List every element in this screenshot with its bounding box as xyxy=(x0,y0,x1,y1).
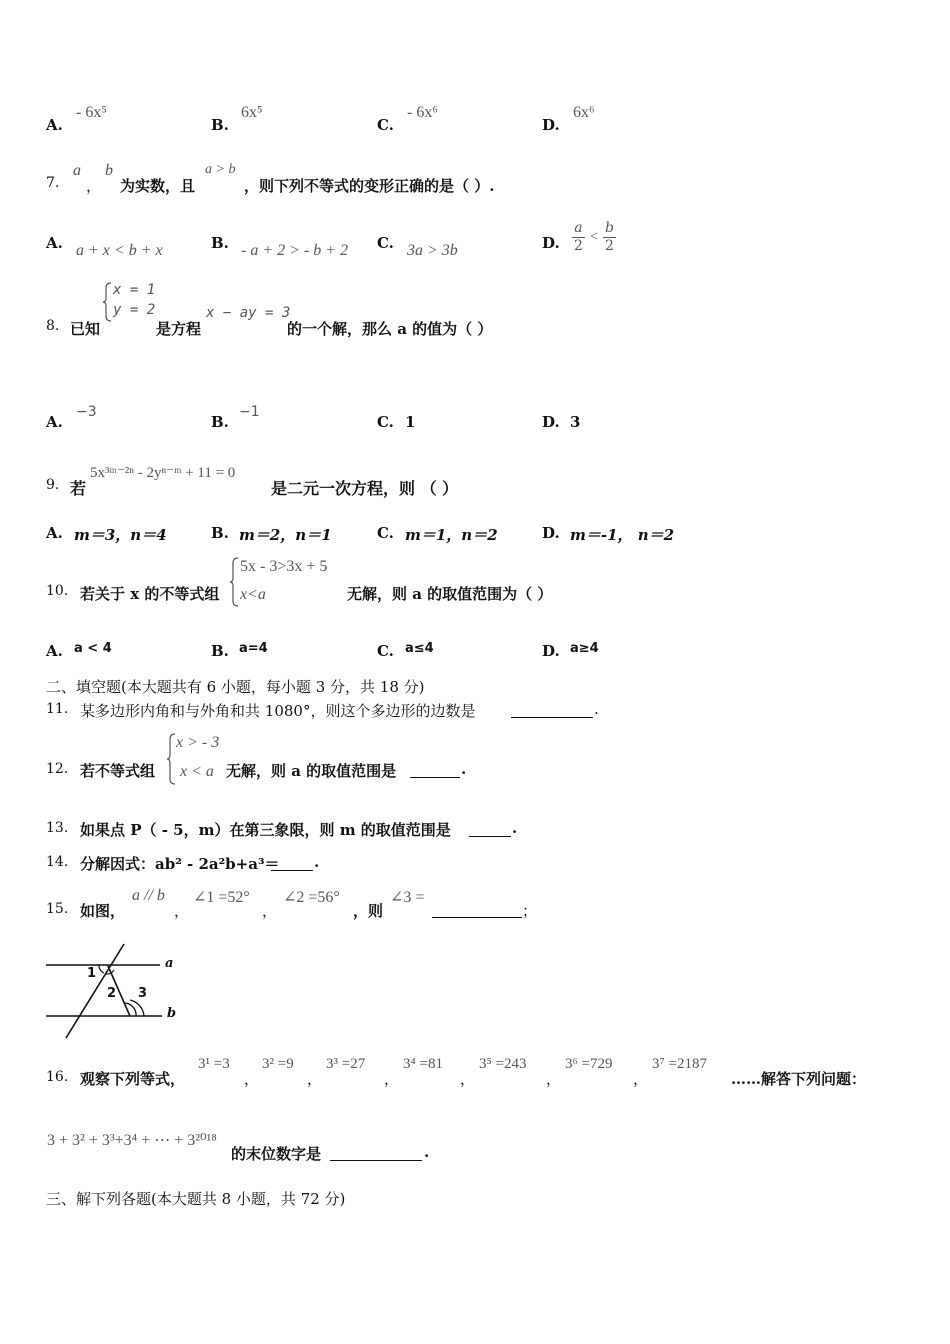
q15-figure-label-b: b xyxy=(167,1006,177,1021)
q8-equation: x − ay = 3 xyxy=(206,305,291,321)
q10-option-c-label: C. xyxy=(377,642,394,660)
q16-number: 16. xyxy=(46,1069,69,1085)
q15-figure-label-a: a xyxy=(165,956,174,971)
q13-text: 如果点 P（ - 5，m）在第三象限，则 m 的取值范围是 xyxy=(80,821,451,839)
q9-option-c-label: C. xyxy=(377,524,394,542)
q8-option-a-value: −3 xyxy=(76,404,97,420)
q11-number: 11. xyxy=(46,701,69,717)
q15-angle-3: ∠3 = xyxy=(390,889,425,906)
q12-end: . xyxy=(461,760,467,778)
q7-var-a: a xyxy=(73,162,81,179)
q9-text-2: 是二元一次方程，则 （ ） xyxy=(271,479,459,498)
q16-comma-5: ， xyxy=(546,1070,562,1088)
q8-option-d-label: D. xyxy=(542,413,560,431)
q16-comma-4: ， xyxy=(460,1070,476,1088)
q12-system-line-1: x > - 3 xyxy=(176,734,220,751)
q9-option-a-text: m＝3，n＝4 xyxy=(74,526,167,544)
q16-text-1: 观察下列等式， xyxy=(80,1070,186,1088)
q8-option-b-value: −1 xyxy=(239,404,260,420)
q13-answer-blank[interactable] xyxy=(469,835,511,837)
q6-option-c-label: C. xyxy=(377,116,394,134)
section-2-heading: 二、填空题(本大题共有 6 小题，每小题 3 分，共 18 分) xyxy=(46,678,425,696)
q7-number: 7. xyxy=(46,175,60,191)
q16-comma-1: ， xyxy=(244,1070,260,1088)
q7-less-than: < xyxy=(590,229,598,245)
q11-answer-blank[interactable] xyxy=(511,716,593,718)
q10-option-d-label: D. xyxy=(542,642,560,660)
q9-option-d-text: m＝-1， n＝2 xyxy=(570,526,675,544)
q16-comma-6: ， xyxy=(633,1070,649,1088)
q10-option-a-text: a < 4 xyxy=(74,641,112,656)
q16-answer-blank[interactable] xyxy=(330,1159,422,1161)
q15-comma-1: ， xyxy=(174,902,190,920)
q9-equation: 5x³ᵐ⁻²ⁿ - 2yⁿ⁻ᵐ + 11 = 0 xyxy=(90,465,236,481)
q10-option-a-label: A. xyxy=(46,642,63,660)
q7-option-a-expr: a + x < b + x xyxy=(76,242,163,259)
q7-option-d-expr xyxy=(572,220,616,255)
q16-eq-7: 3⁷ =2187 xyxy=(652,1056,707,1072)
q7-fraction-a: $\frac{a}{2}$ xyxy=(574,220,583,254)
q9-option-a-label: A. xyxy=(46,524,63,542)
q15-number: 15. xyxy=(46,901,69,917)
q10-option-b-text: a=4 xyxy=(239,641,268,656)
q7-option-c-label: C. xyxy=(377,234,394,252)
q8-text-3: 的一个解，那么 a 的值为（ ） xyxy=(287,320,493,338)
q8-system-line-2: y = 2 xyxy=(113,302,156,318)
q8-option-b-label: B. xyxy=(211,413,229,431)
q6-option-a-expr: - 6x⁵ xyxy=(76,104,107,121)
q7-option-a-label: A. xyxy=(46,234,63,252)
q12-system-line-2: x < a xyxy=(180,763,214,780)
q9-option-b-label: B. xyxy=(211,524,229,542)
q6-option-a-label: A. xyxy=(46,116,63,134)
q8-option-d-value: 3 xyxy=(570,413,581,431)
q15-figure-label-2: 2 xyxy=(107,986,117,1001)
q10-option-b-label: B. xyxy=(211,642,229,660)
q8-text-2: 是方程 xyxy=(156,320,202,338)
q14-end: . xyxy=(314,853,320,871)
q12-text-2: 无解，则 a 的取值范围是 xyxy=(226,762,397,780)
q15-answer-blank[interactable] xyxy=(432,916,522,918)
q8-option-c-label: C. xyxy=(377,413,394,431)
q7-comma: ， xyxy=(86,177,102,195)
q16-comma-3: ， xyxy=(384,1070,400,1088)
q6-option-d-expr: 6x⁶ xyxy=(573,104,595,121)
q9-option-b-text: m＝2，n＝1 xyxy=(239,526,332,544)
q10-system-line-1: 5x - 3>3x + 5 xyxy=(240,558,328,575)
q11-end: . xyxy=(594,700,599,718)
q10-number: 10. xyxy=(46,583,69,599)
q6-option-b-label: B. xyxy=(211,116,229,134)
angle-1-arc xyxy=(99,965,104,973)
q16-eq-1: 3¹ =3 xyxy=(198,1056,230,1072)
q8-option-a-label: A. xyxy=(46,413,63,431)
q12-answer-blank[interactable] xyxy=(410,776,460,778)
q8-number: 8. xyxy=(46,318,60,334)
q7-condition: a > b xyxy=(205,162,236,177)
q15-figure-label-3: 3 xyxy=(138,986,148,1001)
q7-option-d-label: D. xyxy=(542,234,560,252)
q8-text-1: 已知 xyxy=(70,320,101,338)
q16-eq-6: 3⁶ =729 xyxy=(565,1056,613,1072)
q15-end: ； xyxy=(522,902,538,920)
q10-option-c-text: a≤4 xyxy=(405,641,434,656)
q7-fraction-b: $\frac{b}{2}$ xyxy=(605,220,614,254)
q15-parallel: a // b xyxy=(132,887,165,904)
q10-system-line-2: x<a xyxy=(240,586,266,603)
q14-answer-blank[interactable] xyxy=(271,869,313,871)
q7-var-b: b xyxy=(105,162,113,179)
q16-eq-2: 3² =9 xyxy=(262,1056,294,1072)
q15-text-1: 如图， xyxy=(80,902,126,920)
q13-number: 13. xyxy=(46,820,69,836)
q16-comma-2: ， xyxy=(307,1070,323,1088)
q8-system-line-1: x = 1 xyxy=(113,282,156,298)
q12-text-1: 若不等式组 xyxy=(80,762,156,780)
q9-option-d-label: D. xyxy=(542,524,560,542)
q8-option-c-value: 1 xyxy=(405,413,416,431)
q16-eq-4: 3⁴ =81 xyxy=(403,1056,443,1072)
q11-text: 某多边形内角和与外角和共 1080°，则这个多边形的边数是 xyxy=(80,702,476,720)
q16-eq-5: 3⁵ =243 xyxy=(479,1056,527,1072)
q15-text-2: ，则 xyxy=(353,902,384,920)
q9-text-1: 若 xyxy=(70,479,87,498)
q7-option-b-expr: - a + 2 > - b + 2 xyxy=(241,242,349,259)
q16-sum-expression: 3 + 3² + 3³+3⁴ + ⋯ + 3²⁰¹⁸ xyxy=(47,1132,217,1149)
q6-option-c-expr: - 6x⁶ xyxy=(407,104,438,121)
q8-brace-icon xyxy=(103,282,113,322)
q12-number: 12. xyxy=(46,761,69,777)
q13-end: . xyxy=(512,819,518,837)
q15-angle-2: ∠2 =56° xyxy=(283,889,340,906)
q16-text-3: 的末位数字是 xyxy=(231,1145,322,1163)
q7-option-c-expr: 3a > 3b xyxy=(407,242,458,259)
q7-text-1: 为实数，且 xyxy=(120,177,196,195)
q9-option-c-text: m＝1，n＝2 xyxy=(405,526,498,544)
q10-text-2: 无解，则 a 的取值范围为（ ） xyxy=(347,585,553,603)
q15-angle-1: ∠1 =52° xyxy=(193,889,250,906)
q10-brace-icon xyxy=(230,557,240,607)
q6-option-b-expr: 6x⁵ xyxy=(241,104,263,121)
q14-number: 14. xyxy=(46,854,69,870)
angle-3-arc-outer xyxy=(130,1000,144,1016)
q16-end: . xyxy=(424,1143,430,1161)
q16-eq-3: 3³ =27 xyxy=(326,1056,366,1072)
q6-option-d-label: D. xyxy=(542,116,560,134)
q9-number: 9. xyxy=(46,477,60,493)
section-3-heading: 三、解下列各题(本大题共 8 小题，共 72 分) xyxy=(46,1190,346,1208)
q15-figure xyxy=(44,940,184,1050)
q14-text: 分解因式：ab² - 2a²b+a³＝ xyxy=(80,855,280,873)
q16-text-2: ……解答下列问题： xyxy=(731,1070,867,1088)
q15-comma-2: ， xyxy=(262,902,278,920)
q7-text-2: ，则下列不等式的变形正确的是（ ）. xyxy=(244,177,495,195)
q15-figure-label-1: 1 xyxy=(87,966,97,981)
q7-option-b-label: B. xyxy=(211,234,229,252)
q10-text-1: 若关于 x 的不等式组 xyxy=(80,585,220,603)
q10-option-d-text: a≥4 xyxy=(570,641,599,656)
